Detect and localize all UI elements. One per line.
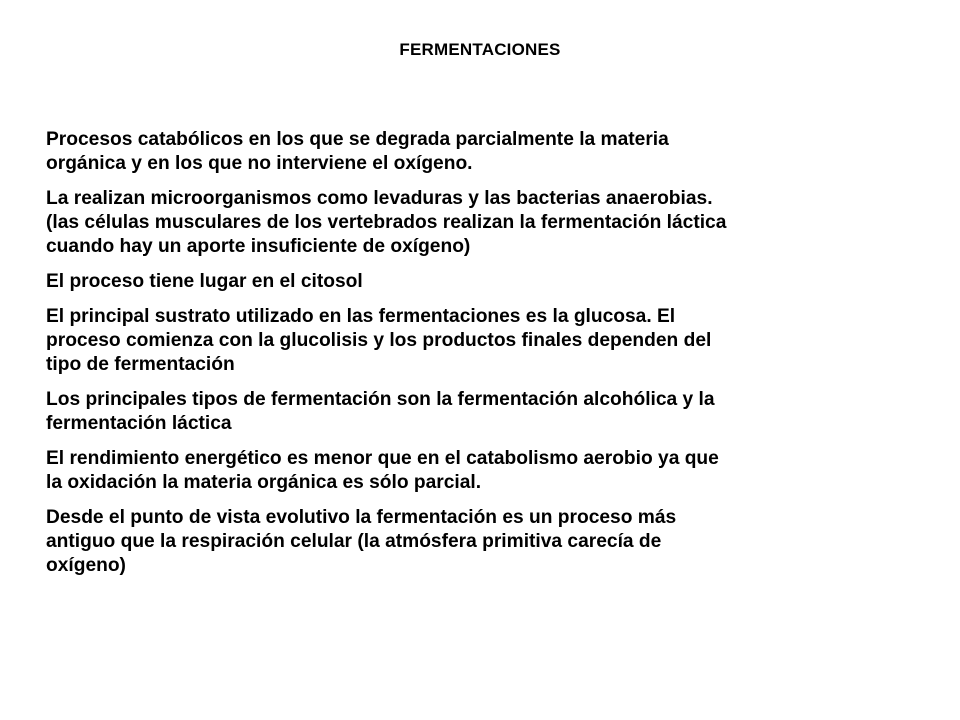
- body-text: [46, 128, 926, 589]
- paragraph-yield: El rendimiento energético es menor que en el catabolismo aerobio ya que la oxidación la materia orgánica es sólo parcial.: [46, 448, 719, 493]
- paragraph-substrate: El principal sustrato utilizado en las fermentaciones es la glucosa. El proceso comienza con la glucolisis y los productos finales dependen del tipo de fermentación: [46, 306, 712, 375]
- paragraph-evolution: Desde el punto de vista evolutivo la fermentación es un proceso más antiguo que la respiración celular (la atmósfera primitiva carecía de oxígeno): [46, 507, 677, 576]
- paragraph-types: Los principales tipos de fermentación son la fermentación alcohólica y la fermentación láctica: [46, 389, 715, 434]
- paragraph-location: El proceso tiene lugar en el citosol: [46, 271, 363, 292]
- paragraph-definition: Procesos catabólicos en los que se degrada parcialmente la materia orgánica y en los que no interviene el oxígeno.: [46, 129, 669, 174]
- paragraph-organisms: La realizan microorganismos como levaduras y las bacterias anaerobias. (las células musculares de los vertebrados realizan la fermentación láctica cuando hay un aporte insuficiente de oxígeno): [46, 188, 727, 257]
- page-title: FERMENTACIONES: [399, 40, 561, 59]
